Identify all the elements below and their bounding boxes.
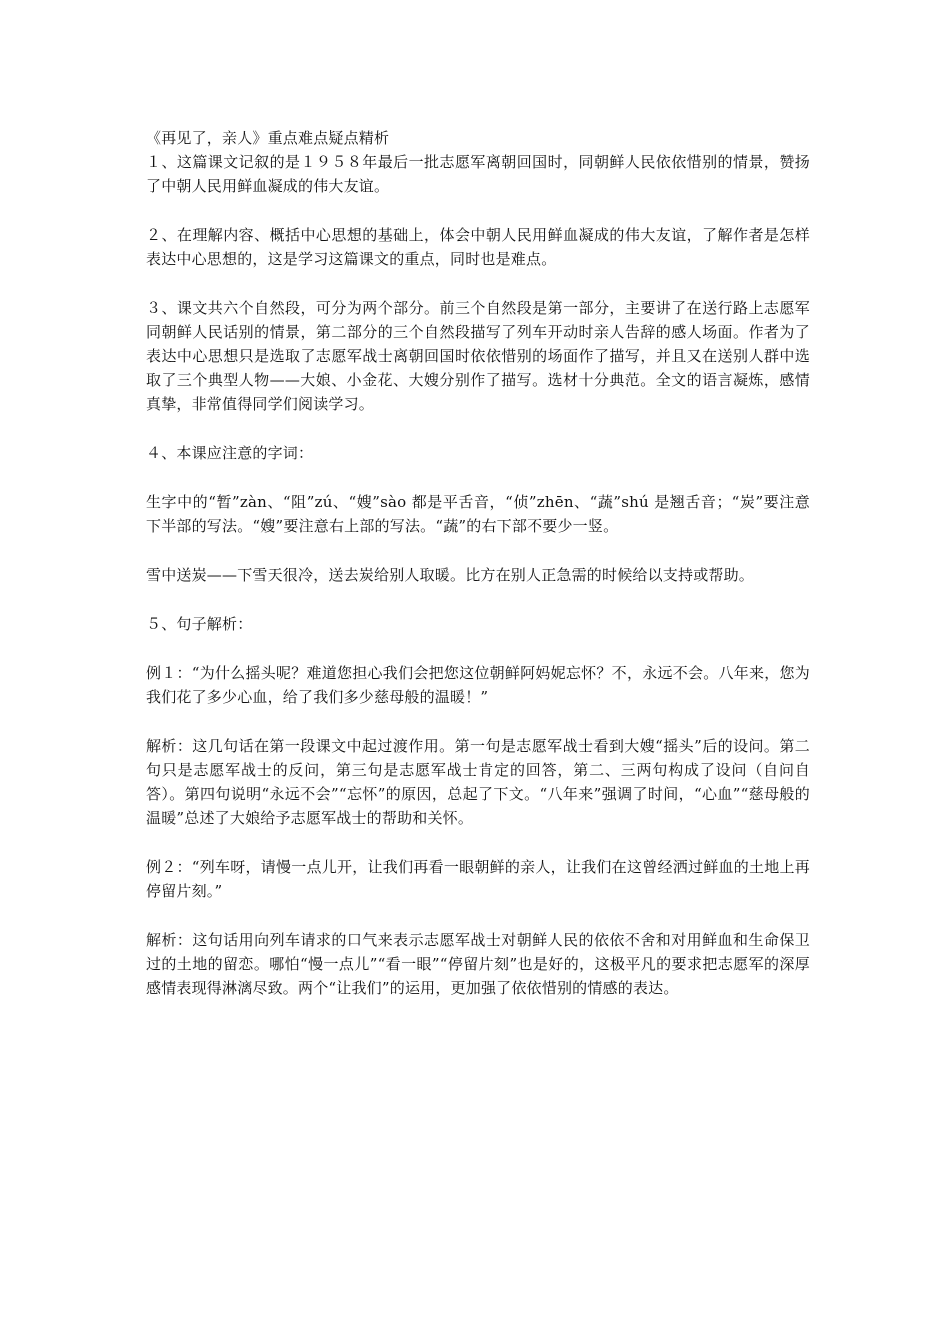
analysis-2: 解析：这句话用向列车请求的口气来表示志愿军战士对朝鲜人民的依依不舍和对用鲜血和生命保卫过的土地的留恋。哪怕“慢一点儿”“看一眼”“停留片刻”也是好的，这极平凡的要求把志愿军的深厚感情表现得淋漓尽致。两个“让我们”的运用，更加强了依依惜别的情感的表达。 bbox=[146, 931, 810, 997]
document-body bbox=[146, 126, 810, 1025]
analysis-1: 解析：这几句话在第一段课文中起过渡作用。第一句是志愿军战士看到大嫂“摇头”后的设问。第二句只是志愿军战士的反问，第三句是志愿军战士肯定的回答，第二、三两句构成了设问（自问自答）。第四句说明“永远不会”“忘怀”的原因，总起了下文。“八年来”强调了时间，“心血”“慈母般的温暖”总述了大娘给予志愿军战士的帮助和关怀。 bbox=[146, 737, 810, 827]
paragraph-1: １、这篇课文记叙的是１９５８年最后一批志愿军离朝回国时，同朝鲜人民依依惜别的情景，赞扬了中朝人民用鲜血凝成的伟大友谊。 bbox=[146, 153, 810, 195]
paragraph-vocabulary: 生字中的“暂”zàn、“阻”zú、“嫂”sào 都是平舌音，“侦”zhēn、“蔬”shú 是翘舌音；“炭”要注意下半部的写法。“嫂”要注意右上部的写法。“蔬”的右下部不要少一竖。 bbox=[146, 493, 810, 535]
example-2: 例２：“列车呀，请慢一点儿开，让我们再看一眼朝鲜的亲人，让我们在这曾经洒过鲜血的土地上再停留片刻。” bbox=[146, 858, 810, 900]
paragraph-2: ２、在理解内容、概括中心思想的基础上，体会中朝人民用鲜血凝成的伟大友谊，了解作者是怎样表达中心思想的，这是学习这篇课文的重点，同时也是难点。 bbox=[146, 226, 810, 268]
paragraph-5-heading: ５、句子解析： bbox=[146, 615, 253, 633]
paragraph-3: ３、课文共六个自然段，可分为两个部分。前三个自然段是第一部分，主要讲了在送行路上志愿军同朝鲜人民话别的情景，第二部分的三个自然段描写了列车开动时亲人告辞的感人场面。作者为了表达中心思想只是选取了志愿军战士离朝回国时依依惜别的场面作了描写，并且又在送别人群中选取了三个典型人物——大娘、小金花、大嫂分别作了描写。选材十分典范。全文的语言凝炼，感情真挚，非常值得同学们阅读学习。 bbox=[146, 299, 810, 413]
example-1: 例１：“为什么摇头呢？难道您担心我们会把您这位朝鲜阿妈妮忘怀？不，永远不会。八年来，您为我们花了多少心血，给了我们多少慈母般的温暖！” bbox=[146, 664, 810, 706]
document-title: 《再见了，亲人》重点难点疑点精析 bbox=[146, 129, 390, 147]
paragraph-4-heading: ４、本课应注意的字词： bbox=[146, 444, 314, 462]
paragraph-idiom: 雪中送炭——下雪天很冷，送去炭给别人取暖。比方在别人正急需的时候给以支持或帮助。 bbox=[146, 566, 755, 584]
